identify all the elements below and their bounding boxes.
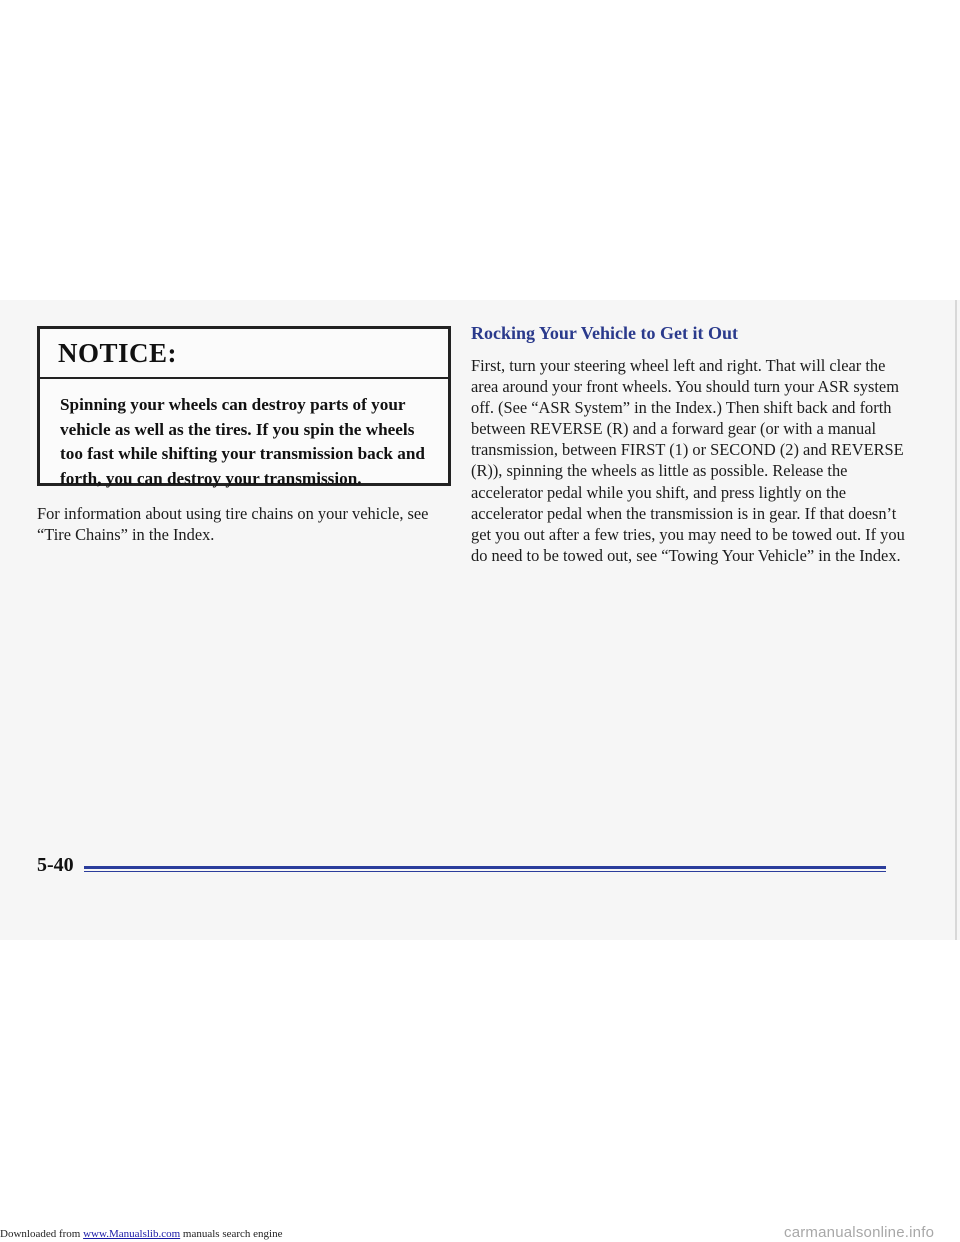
notice-title: NOTICE: <box>58 337 178 368</box>
banner-suffix: manuals search engine <box>180 1228 283 1240</box>
section-heading: Rocking Your Vehicle to Get it Out <box>471 323 739 343</box>
manualslib-link[interactable]: www.Manualslib.com <box>83 1228 181 1240</box>
rocking-paragraph: First, turn your steering wheel left and right. That will clear the area around your front wheels. You should turn your ASR system off. (See “ASR System” in the Index.) Then shift back and forth between REVERSE (R) and a forward gear (or with a manual transmission, between FIRST (1) or SECOND (2) and REVERSE (R)), spinning the wheels as little as possible. Release the accelerator pedal while you shift, and press lightly on the accelerator pedal when the transmission is in gear. If that doesn’t get you out after a few tries, you may need to be towed out. If you do need to be towed out, see “Towing Your Vehicle” in the Index. <box>471 356 905 565</box>
notice-body: Spinning your wheels can destroy parts of your vehicle as well as the tires. If you spin the wheels too fast while shifting your transmission back and forth, you can destroy your transmission. <box>60 395 425 488</box>
tire-chains-paragraph: For information about using tire chains on your vehicle, see “Tire Chains” in the Index. <box>37 504 429 544</box>
page-number: 5-40 <box>37 854 74 876</box>
notice-header <box>40 329 448 379</box>
page-edge <box>955 300 957 940</box>
watermark: carmanualsonline.info <box>784 1224 935 1241</box>
download-banner <box>0 1228 282 1240</box>
footer-rule-thin <box>84 871 886 872</box>
notice-box <box>37 326 451 486</box>
banner-prefix: Downloaded from <box>0 1228 84 1240</box>
footer-rule <box>84 866 886 869</box>
